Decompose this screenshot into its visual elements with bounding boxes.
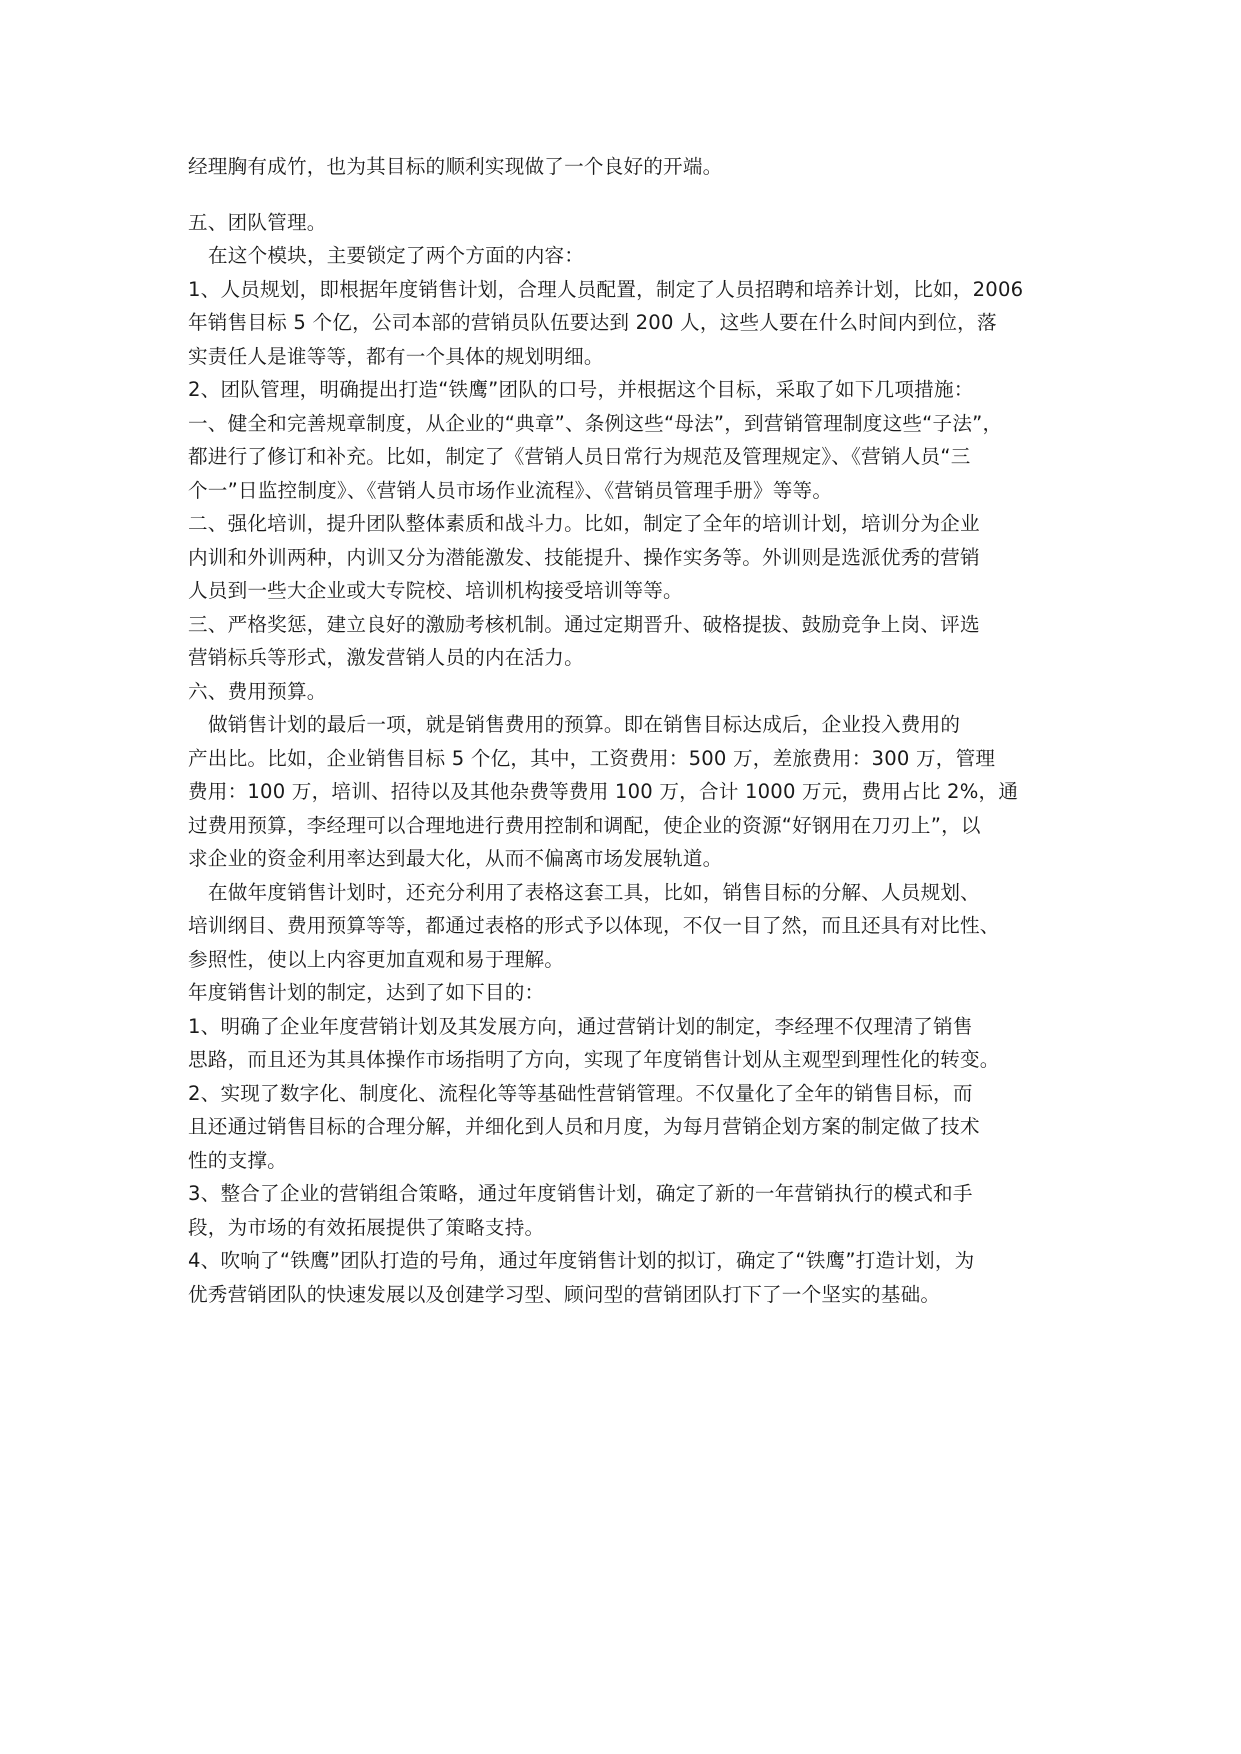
paragraph-line: 1、明确了企业年度营销计划及其发展方向，通过营销计划的制定，李经理不仅理清了销售 (188, 1014, 973, 1038)
paragraph-line: 参照性，使以上内容更加直观和易于理解。 (188, 947, 565, 971)
paragraph-line: 3、整合了企业的营销组合策略，通过年度销售计划，确定了新的一年营销执行的模式和手 (188, 1182, 973, 1205)
paragraph-line: 都进行了修订和补充。比如，制定了《营销人员日常行为规范及管理规定》、《营销人员“三 (188, 445, 971, 468)
paragraph-line: 思路，而且还为其具体操作市场指明了方向，实现了年度销售计划从主观型到理性化的转变。 (188, 1048, 1000, 1071)
paragraph-line: 费用：100 万，培训、招待以及其他杂费等费用 100 万，合计 1000 万元，费用占比 2%，通 (188, 780, 1019, 803)
paragraph-line: 2、实现了数字化、制度化、流程化等等基础性营销管理。不仅量化了全年的销售目标，而 (188, 1081, 973, 1105)
paragraph-line: 段，为市场的有效拓展提供了策略支持。 (188, 1215, 545, 1239)
section-heading: 六、费用预算。 (188, 679, 327, 703)
paragraph-line: 过费用预算，李经理可以合理地进行费用控制和调配，使企业的资源“好钢用在刀刃上”，以 (188, 813, 981, 837)
paragraph-line: 在这个模块，主要锁定了两个方面的内容： (208, 244, 585, 267)
paragraph-line: 内训和外训两种，内训又分为潜能激发、技能提升、操作实务等。外训则是选派优秀的营销 (188, 545, 980, 569)
document-page (188, 150, 1054, 1311)
paragraph-line: 人员到一些大企业或大专院校、培训机构接受培训等等。 (188, 579, 683, 602)
paragraph-line: 年度销售计划的制定，达到了如下目的： (188, 981, 545, 1004)
paragraph-line: 4、吹响了“铁鹰”团队打造的号角，通过年度销售计划的拟订，确定了“铁鹰”打造计划，为 (188, 1249, 975, 1272)
paragraph-line: 性的支撑。 (188, 1148, 287, 1172)
paragraph-line: 在做年度销售计划时，还充分利用了表格这套工具，比如，销售目标的分解、人员规划、 (208, 880, 980, 904)
paragraph-line: 且还通过销售目标的合理分解，并细化到人员和月度，为每月营销企划方案的制定做了技术 (188, 1115, 980, 1138)
section-heading: 五、团队管理。 (188, 210, 327, 234)
paragraph-line: 做销售计划的最后一项，就是销售费用的预算。即在销售目标达成后，企业投入费用的 (208, 713, 961, 736)
paragraph-line: 优秀营销团队的快速发展以及创建学习型、顾问型的营销团队打下了一个坚实的基础。 (188, 1282, 941, 1306)
paragraph-line: 2、团队管理，明确提出打造“铁鹰”团队的口号，并根据这个目标，采取了如下几项措施： (188, 378, 974, 401)
paragraph-line: 个一”日监控制度》、《营销人员市场作业流程》、《营销员管理手册》等等。 (188, 478, 833, 502)
paragraph-line: 年销售目标 5 个亿，公司本部的营销员队伍要达到 200 人，这些人要在什么时间内到位，落 (188, 311, 997, 334)
paragraph-line: 经理胸有成竹，也为其目标的顺利实现做了一个良好的开端。 (188, 155, 723, 178)
paragraph-gap (188, 184, 1054, 206)
paragraph-line: 营销标兵等形式，激发营销人员的内在活力。 (188, 646, 584, 669)
paragraph-line: 一、健全和完善规章制度，从企业的“典章”、条例这些“母法”，到营销管理制度这些“子法”， (188, 411, 1003, 435)
paragraph-line: 三、严格奖惩，建立良好的激励考核机制。通过定期晋升、破格提拔、鼓励竞争上岗、评选 (188, 612, 980, 636)
paragraph-line: 培训纲目、费用预算等等，都通过表格的形式予以体现，不仅一目了然，而且还具有对比性、 (188, 914, 1000, 937)
paragraph-line: 产出比。比如，企业销售目标 5 个亿，其中，工资费用：500 万，差旅费用：300 万，管理 (188, 746, 996, 770)
paragraph-line: 二、强化培训，提升团队整体素质和战斗力。比如，制定了全年的培训计划，培训分为企业 (188, 512, 980, 535)
paragraph-line: 求企业的资金利用率达到最大化，从而不偏离市场发展轨道。 (188, 847, 723, 870)
paragraph-line: 实责任人是谁等等，都有一个具体的规划明细。 (188, 344, 604, 368)
paragraph-line: 1、人员规划，即根据年度销售计划，合理人员配置，制定了人员招聘和培养计划，比如，2006 (188, 277, 1024, 301)
